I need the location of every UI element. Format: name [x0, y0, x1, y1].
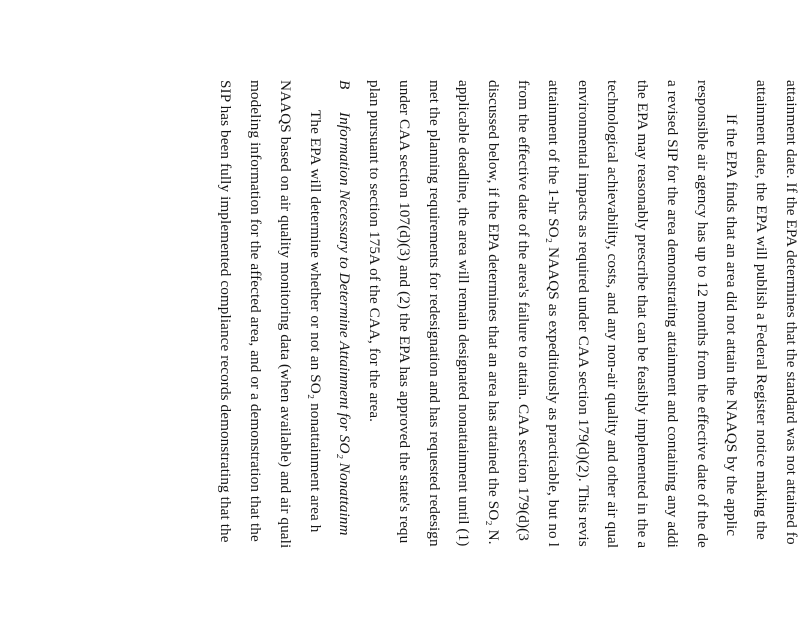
text-line: If the EPA finds that an area did not attain the NAAQS by the applic	[723, 114, 740, 537]
text-line: discussed below, if the EPA determines that an area has attained the SO₂ N.	[485, 80, 502, 545]
text-line: NAAQS based on air quality monitoring data (when available) and air quali	[277, 80, 294, 549]
section-heading	[335, 80, 353, 536]
text-line: The EPA will determine whether or not an SO₂ nonattainment area h	[307, 110, 324, 533]
text-line: the EPA may reasonably prescribe that can be feasibly implemented in the a	[634, 80, 651, 549]
text-line: a revised SIP for the area demonstrating attainment and containing any addi	[664, 80, 681, 548]
text-line: attainment date, the EPA will publish a Federal Register notice making the	[753, 80, 770, 540]
text-line: from the effective date of the area's failure to attain. CAA section 179(d)(3	[515, 80, 532, 541]
text-line: environmental impacts as required under CAA section 179(d)(2). This revis	[575, 80, 592, 547]
text-line: modeling information for the affected area, and or a demonstration that the	[247, 80, 264, 542]
text-line: technological achievability, costs, and any non-air quality and other air qual	[604, 80, 621, 549]
rotated-text-block	[180, 80, 800, 618]
section-heading-letter: B	[336, 80, 353, 90]
text-line: applicable deadline, the area will remain designated nonattainment until (1)	[455, 80, 472, 547]
text-line: SIP has been fully implemented compliance records demonstrating that the	[217, 80, 234, 543]
text-line: attainment date. If the EPA determines that the standard was not attained fo	[783, 80, 800, 545]
text-line: attainment of the 1-hr SO₂ NAAQS as expeditiously as practicable, but no l	[545, 80, 562, 547]
text-line: met the planning requirements for redesignation and has requested redesign	[426, 80, 443, 547]
text-line: responsible air agency has up to 12 months from the effective date of the de	[694, 80, 711, 548]
text-line: under CAA section 107(d)(3) and (2) the EPA has approved the state's requ	[396, 80, 413, 544]
text-line: plan pursuant to section 175A of the CAA, for the area.	[366, 80, 383, 423]
section-heading-title: Information Necessary to Determine Attainment for SO₂ Nonattainm	[336, 112, 353, 536]
